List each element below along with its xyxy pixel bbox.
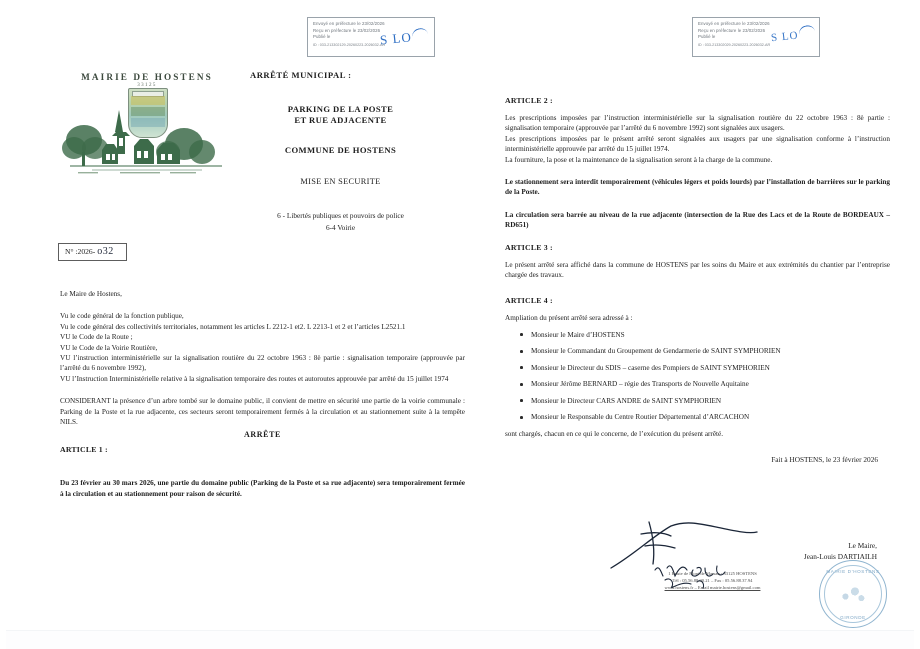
reference-number-box — [58, 243, 127, 261]
prefecture-stamp-left — [307, 17, 435, 57]
stamp-signature-text: S LO — [770, 29, 800, 45]
list-item: Monsieur le Directeur du SDIS – caserne des Pompiers de SAINT SYMPHORIEN — [531, 363, 890, 373]
logo-title: MAIRIE DE HOSTENS — [81, 72, 213, 82]
subject-line-1: PARKING DE LA POSTE — [287, 104, 394, 114]
classification-category: 6 - Libertés publiques et pouvoirs de police — [277, 211, 404, 220]
classification-subcategory: 6-4 Voirie — [325, 223, 356, 232]
mayor-role: Le Maire, — [848, 541, 877, 550]
article-4-intro: Ampliation du présent arrêté sera adressé à : — [505, 314, 633, 323]
footer-web-email: www.hostens.fr – Email mairie.hostens@gmail.com — [664, 585, 761, 590]
letterhead-logo — [62, 72, 232, 88]
list-item: Monsieur Jérôme BERNARD – régie des Transports de Nouvelle Aquitaine — [531, 379, 890, 389]
road-closure-notice: La circulation sera barrée au niveau de la rue adjacente (intersection de la Rue des Lacs et de la Route de BORDEAUX – RD651) — [505, 210, 890, 230]
article-4-heading: ARTICLE 4 : — [505, 296, 553, 306]
stamp-id-line: ID : 033-213302029-20260223-2026032-AR — [698, 42, 771, 47]
classification-block — [238, 210, 443, 234]
round-stamp-emblem — [834, 581, 872, 607]
logo-subtitle: 33125 — [137, 83, 157, 88]
visa-item: VU l’Instruction Interministérielle relative à la signalisation temporaire des routes et autoroutes approuvée par arrêté du 15 juillet 1974 — [60, 374, 449, 383]
page-title: ARRÊTÉ MUNICIPAL : — [250, 70, 352, 80]
round-stamp-bottom-text: GIRONDE — [840, 615, 866, 620]
footer-phone: Tél : 05.56.88.30.21 – Fax : 05.56.88.37.94 — [672, 578, 753, 583]
footer-address: 1 Route de Mont de Marsan - 33125 HOSTENS — [668, 571, 757, 576]
article-4-closing: sont chargés, chacun en ce qui le concerne, de l’exécution du présent arrêté. — [505, 429, 723, 438]
stamp-signature-text: S LO — [379, 29, 413, 48]
village-illustration-icon — [62, 106, 232, 184]
stamp-received-line: Reçu en préfecture le 23/02/2026 — [313, 27, 381, 33]
visa-item: VU le Code de la Voirie Routière, — [60, 343, 158, 352]
list-item: Monsieur le Directeur CARS ANDRE de SAINT SYMPHORIEN — [531, 396, 890, 406]
reference-prefix: N° :2026- — [65, 247, 96, 256]
article-3-text: Le présent arrêté sera affiché dans la commune de HOSTENS par les soins du Maire et aux extrémités du chantier par l’entreprise chargée des travaux. — [505, 260, 890, 280]
list-item: Monsieur le Responsable du Centre Routier Départemental d’ARCACHON — [531, 412, 890, 422]
article-2-paragraph-2: Les prescriptions imposées par le présent arrêté seront signalées aux usagers par une signalisation conforme à l’instruction interministérielle approuvée par arrêté du 15 juillet 1974. — [505, 134, 890, 154]
place-and-date: Fait à HOSTENS, le 23 février 2026 — [771, 455, 878, 465]
scribble-swirl-icon — [411, 27, 429, 40]
article-3-heading: ARTICLE 3 : — [505, 242, 553, 252]
visa-item: VU l’instruction interministérielle sur la signalisation routière du 22 octobre 1963 : 8è partie : signalisation temporaire (approuvée par l’arrêté du 6 novembre 1992), — [60, 354, 465, 373]
reference-handwritten-number: o32 — [97, 246, 114, 257]
round-stamp-top-text: MAIRIE D’HOSTENS — [826, 569, 880, 574]
article-1-text: Du 23 février au 30 mars 2026, une partie du domaine public (Parking de la Poste et sa rue adjacente) sera temporairement fermée à la circulation et au stationnement pour raison de sécurité. — [60, 479, 465, 498]
stamp-published-line: Publié le — [313, 34, 331, 40]
crest-band — [131, 96, 165, 105]
article-2-paragraph-3: La fourniture, la pose et la maintenance de la signalisation seront à la charge de la commune. — [505, 155, 773, 164]
stamp-sent-line: Envoyé en préfecture le 23/02/2026 — [698, 21, 770, 26]
parking-ban-notice: Le stationnement sera interdit temporairement (véhicules légers et poids lourds) par l’installation de barrières sur le parking de la Poste. — [505, 178, 890, 197]
list-item: Monsieur le Maire d’HOSTENS — [531, 330, 890, 340]
right-column — [505, 96, 890, 464]
purpose-title: MISE EN SECURITE — [300, 177, 381, 186]
municipal-round-stamp-icon — [819, 560, 887, 628]
recipients-list — [505, 330, 890, 423]
opening-line: Le Maire de Hostens, — [60, 290, 122, 298]
prefecture-stamp-right — [692, 17, 820, 57]
article-1-heading: ARTICLE 1 : — [60, 445, 108, 455]
commune-title: COMMUNE DE HOSTENS — [284, 145, 397, 155]
visa-item: Vu le code général de la fonction publique, — [60, 312, 184, 321]
subject-title — [238, 104, 443, 126]
document-footer — [620, 570, 805, 591]
stamp-published-line: Publié le — [698, 34, 716, 40]
arrete-keyword: ARRÊTE — [244, 430, 281, 440]
visa-item: VU le Code de la Route ; — [60, 333, 133, 342]
left-column — [60, 289, 465, 499]
list-item: Monsieur le Commandant du Groupement de Gendarmerie de SAINT SYMPHORIEN — [531, 346, 890, 356]
stamp-id-line: ID : 033-213302129-20260223-2026032-AR — [313, 42, 386, 47]
article-2-paragraph-1: Les prescriptions imposées par l’instruction interministérielle sur la signalisation routière du 22 octobre 1963 : 8è partie : signalisation temporaire (approuvée par l’arrêté du 6 novembre 1992) sont signalées aux usagers. — [505, 114, 890, 133]
next-page-edge — [6, 630, 914, 649]
stamp-received-line: Reçu en préfecture le 23/02/2026 — [698, 27, 766, 33]
stamp-sent-line: Envoyé en préfecture le 23/02/2026 — [313, 21, 385, 26]
visa-item: Vu le code général des collectivités territoriales, notamment les articles L 2212-1 et2. L 2213-1 et 2 et l’articles L2521.1 — [60, 322, 406, 331]
article-2-heading: ARTICLE 2 : — [505, 96, 553, 105]
mayor-title-and-name — [804, 540, 877, 562]
subject-line-2: ET RUE ADJACENTE — [294, 115, 387, 125]
document-title-block — [238, 70, 443, 234]
mayor-name: Jean-Louis DARTIAILH — [803, 552, 877, 561]
considerant-paragraph: CONSIDERANT la présence d’un arbre tombé sur le domaine public, il convient de mettre en sécurité une partie de la voirie communale : Parking de la Poste et la rue adjacente, ces secteurs seront temporairement fermés à la circulation et au stationnement suite à la tempête NILS. — [60, 397, 465, 427]
